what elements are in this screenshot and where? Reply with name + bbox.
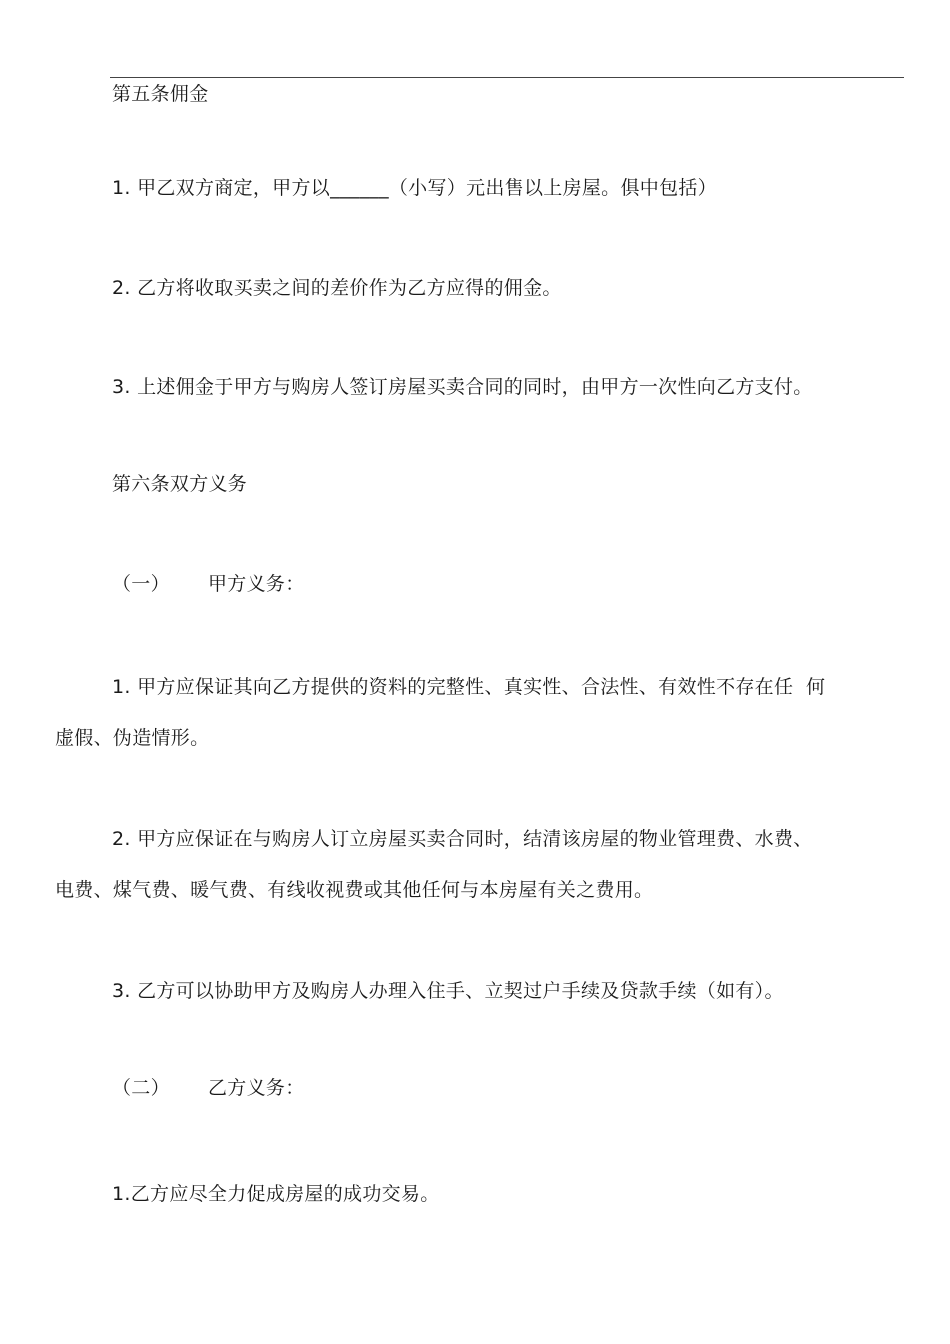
party-b-label-number: （二） [112, 1077, 170, 1099]
party-b-item-1: 1.乙方应尽全力促成房屋的成功交易。 [112, 1183, 440, 1205]
party-a-item-2-line-2: 电费、煤气费、暖气费、有线收视费或其他任何与本房屋有关之费用。 [55, 879, 654, 901]
party-b-label: 乙方义务： [208, 1077, 305, 1099]
party-a-item-1-line-2: 虚假、伪造情形。 [55, 727, 210, 749]
article-5-item-3: 3. 上述佣金于甲方与购房人签订房屋买卖合同的同时，由甲方一次性向乙方支付。 [112, 376, 813, 398]
party-a-item-2-line-1: 2. 甲方应保证在与购房人订立房屋买卖合同时，结清该房屋的物业管理费、水费、 [112, 828, 813, 850]
article-6-heading: 第六条双方义务 [112, 473, 248, 495]
article-5-item-2: 2. 乙方将收取买卖之间的差价作为乙方应得的佣金。 [112, 277, 562, 299]
header-rule [110, 77, 904, 78]
party-a-item-1-line-1: 1. 甲方应保证其向乙方提供的资料的完整性、真实性、合法性、有效性不存在任 何 [112, 676, 826, 698]
party-a-item-3: 3. 乙方可以协助甲方及购房人办理入住手、立契过户手续及贷款手续（如有）。 [112, 980, 784, 1002]
article-5-heading: 第五条佣金 [112, 83, 209, 105]
article-5-item-1: 1. 甲乙双方商定，甲方以______（小写）元出售以上房屋。俱中包括） [112, 177, 717, 199]
party-a-label-number: （一） [112, 573, 170, 595]
party-a-label: 甲方义务： [208, 573, 305, 595]
